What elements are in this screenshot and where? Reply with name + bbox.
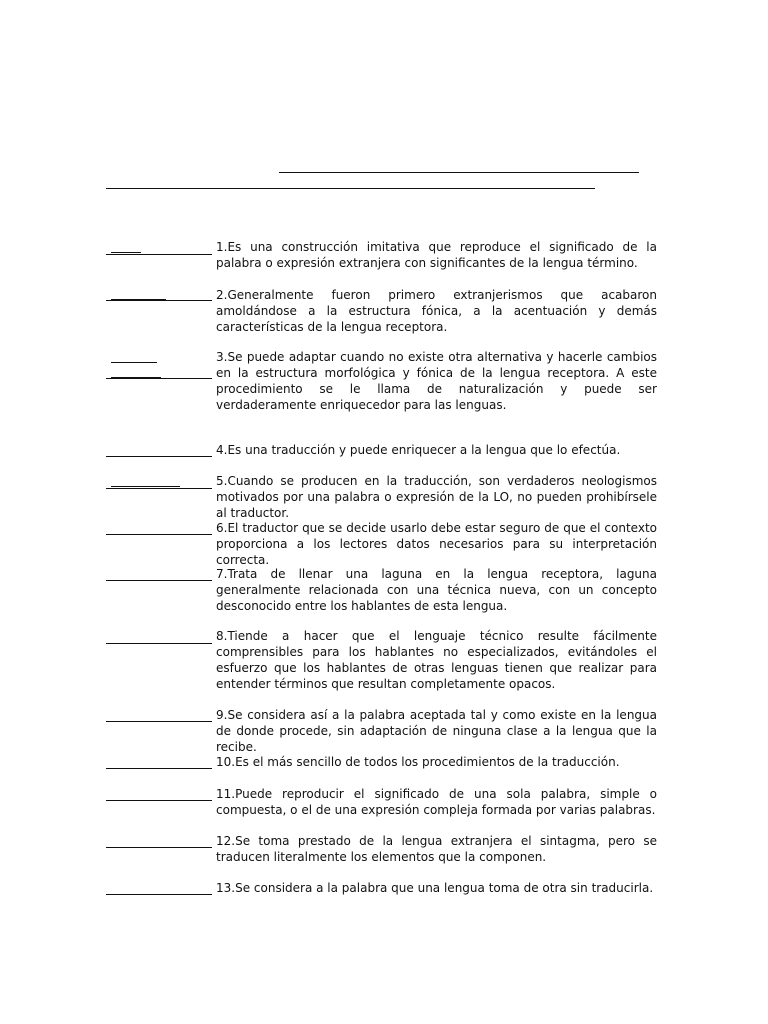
answer-blank-short	[111, 486, 180, 487]
answer-blank[interactable]	[106, 456, 212, 457]
answer-blank[interactable]	[106, 800, 212, 801]
item-text: 7.Trata de llenar una laguna en la lengua receptora, laguna generalmente relacionada con una técnica nueva, con un concepto desconocido entre los hablantes de esta lengua.	[216, 567, 657, 613]
answer-blank[interactable]	[106, 894, 212, 895]
item-text: 2.Generalmente fueron primero extranjerismos que acabaron amoldándose a la estructura fónica, a la acentuación y demás características de la lengua receptora.	[216, 288, 657, 334]
item-text: 5.Cuando se producen en la traducción, son verdaderos neologismos motivados por una palabra o expresión de la LO, no pueden prohibírsele al traductor.	[216, 474, 657, 520]
answer-blank[interactable]	[106, 847, 212, 848]
answer-blank-short	[111, 252, 141, 253]
item-text: 11.Puede reproducir el significado de una sola palabra, simple o compuesta, o el de una expresión compleja formada por varias palabras.	[216, 787, 657, 817]
title-line	[279, 172, 639, 173]
item-text: 10.Es el más sencillo de todos los procedimientos de la traducción.	[216, 755, 620, 769]
item-text: 12.Se toma prestado de la lengua extranjera el sintagma, pero se traducen literalmente los elementos que la componen.	[216, 834, 657, 864]
answer-blank[interactable]	[106, 300, 212, 301]
answer-blank[interactable]	[106, 488, 212, 489]
answer-blank-short	[111, 362, 157, 363]
answer-blank[interactable]	[106, 643, 212, 644]
item-text: 1.Es una construcción imitativa que reproduce el significado de la palabra o expresión extranjera con significantes de la lengua término.	[216, 240, 657, 270]
answer-blank[interactable]	[106, 378, 212, 379]
item-text: 13.Se considera a la palabra que una lengua toma de otra sin traducirla.	[216, 881, 654, 895]
answer-blank[interactable]	[106, 580, 212, 581]
answer-blank[interactable]	[106, 768, 212, 769]
instructions-line	[106, 188, 595, 189]
item-text: 6.El traductor que se decide usarlo debe estar seguro de que el contexto proporciona a los lectores datos necesarios para su interpretación correcta.	[216, 521, 657, 567]
item-text: 9.Se considera así a la palabra aceptada tal y como existe en la lengua de donde procede, sin adaptación de ninguna clase a la lengua que la recibe.	[216, 708, 657, 754]
item-text: 8.Tiende a hacer que el lenguaje técnico resulte fácilmente comprensibles para los hablantes no especializados, evitándoles el esfuerzo que los hablantes de otras lenguas tienen que realizar para entender términos que resultan completamente opacos.	[216, 629, 657, 691]
answer-blank[interactable]	[106, 254, 212, 255]
item-text: 4.Es una traducción y puede enriquecer a la lengua que lo efectúa.	[216, 443, 621, 457]
item-text: 3.Se puede adaptar cuando no existe otra alternativa y hacerle cambios en la estructura morfológica y fónica de la lengua receptora. A este procedimiento se le llama de naturalización y puede ser verdaderamente enriquecedor para las lenguas.	[216, 350, 657, 412]
answer-blank[interactable]	[106, 534, 212, 535]
answer-blank[interactable]	[106, 721, 212, 722]
